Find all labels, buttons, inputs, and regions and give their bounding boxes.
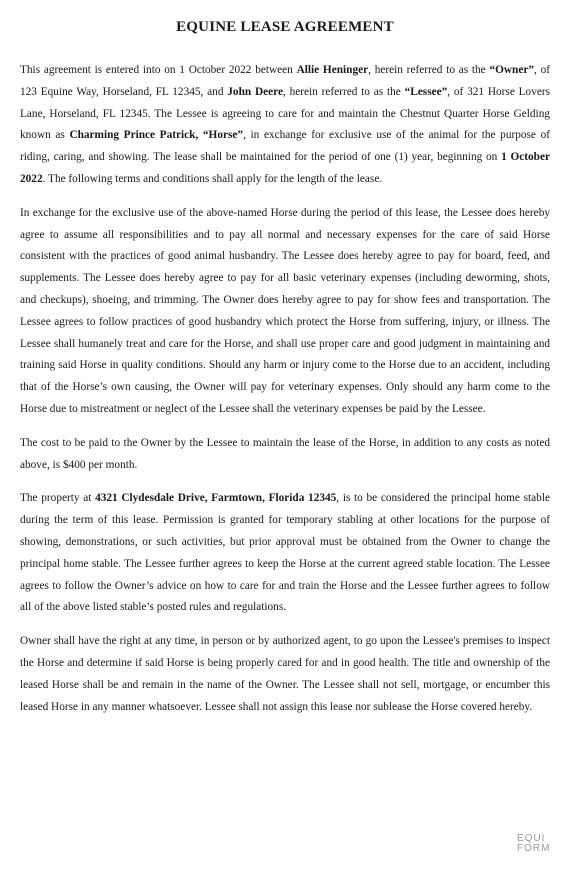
paragraph-text: The property at — [20, 492, 96, 505]
paragraph-text: In exchange for the exclusive use of the above-named Horse during the period of this lease, the Lessee does hereby agree to assume all responsibilities and to pay all normal and necessary expenses for the care of said Horse consistent with the practices of good animal husbandry. The Lessee does hereby agree to pay for board, feed, and supplements. The Lessee does hereby agree to pay for all basic veterinary expenses (including deworming, shots, and checkups), shoeing, and trimming. The Owner does hereby agree to pay for show fees and transportation. The Lessee agrees to follow practices of good husbandry which protect the Horse from suffering, injury, or illness. The Lessee shall humanely treat and care for the Horse, and shall use proper care and good judgment in maintaining and training said Horse in quality conditions. Should any harm or injury come to the Horse due to an accident, including that of the Horse’s own causing, the Owner will pay for veterinary expenses. Only should any harm come to the Horse due to mistreatment or neglect of the Lessee shall the veterinary expenses be paid by the Lessee. — [20, 206, 550, 415]
paragraph-text: , of 321 Horse Lovers Lane, Horseland, FL 12345. The Lessee is agreeing to care for and maintain the Chestnut Quarter Horse Gelding known as — [20, 85, 551, 142]
bold-text: 4321 Clydesdale Drive, Farmtown, Florida 12345 — [95, 492, 337, 505]
paragraph-3 — [20, 433, 550, 477]
paragraph-text: The cost to be paid to the Owner by the Lessee to maintain the lease of the Horse, in addition to any costs as noted above, is $400 per month. — [20, 436, 550, 471]
paragraph-text: , in exchange for exclusive use of the animal for the purpose of riding, caring, and showing. The lease shall be maintained for the period of one (1) year, beginning on — [20, 129, 550, 164]
bold-text: Charming Prince Patrick, “Horse” — [69, 129, 244, 142]
bold-text: “Owner” — [489, 64, 535, 76]
bold-text: Allie Heninger — [296, 64, 369, 76]
paragraph-1 — [20, 60, 550, 191]
paragraph-2 — [20, 203, 550, 421]
paragraph-text: , herein referred to as the — [368, 64, 490, 76]
document-body — [20, 60, 550, 730]
paragraph-4 — [20, 488, 550, 619]
paragraph-text: , of 123 Equine Way, Horseland, FL 12345, and — [20, 64, 551, 98]
bold-text: John Deere — [227, 85, 283, 98]
bold-text: 1 October 2022 — [20, 151, 550, 185]
paragraph-text: . The following terms and conditions shall apply for the length of the lease. — [42, 172, 383, 185]
paragraph-5 — [20, 631, 550, 718]
logo-line-1: EQUI — [517, 833, 546, 844]
paragraph-text: Owner shall have the right at any time, in person or by authorized agent, to go upon the Lessee's premises to inspect the Horse and determine if said Horse is being properly cared for and in good health. The title and ownership of the leased Horse shall be and remain in the name of the Owner. The Lessee shall not sell, mortgage, or encumber this leased Horse in any manner whatsoever. Lessee shall not assign this lease nor sublease the Horse covered hereby. — [20, 635, 550, 713]
paragraph-text: , is to be considered the principal home stable during the term of this lease. Permission is granted for temporary stabling at other locations for the purpose of showing, demonstrations, or such activities, but prior approval must be obtained from the Owner to change the principal home stable. The Lessee further agrees to keep the Horse at the current agreed stable location. The Lessee agrees to follow the Owner’s advice on how to care for and train the Horse and the Lessee further agrees to follow all of the above listed stable’s posted rules and regulations. — [20, 492, 550, 614]
paragraph-text: This agreement is entered into on 1 October 2022 between — [20, 64, 297, 76]
bold-text: “Lessee” — [404, 85, 448, 98]
paragraph-text: , herein referred to as the — [282, 85, 405, 98]
equiform-logo — [517, 834, 551, 854]
logo-line-2: FORM — [517, 843, 551, 854]
document-title: EQUINE LEASE AGREEMENT — [176, 19, 394, 35]
